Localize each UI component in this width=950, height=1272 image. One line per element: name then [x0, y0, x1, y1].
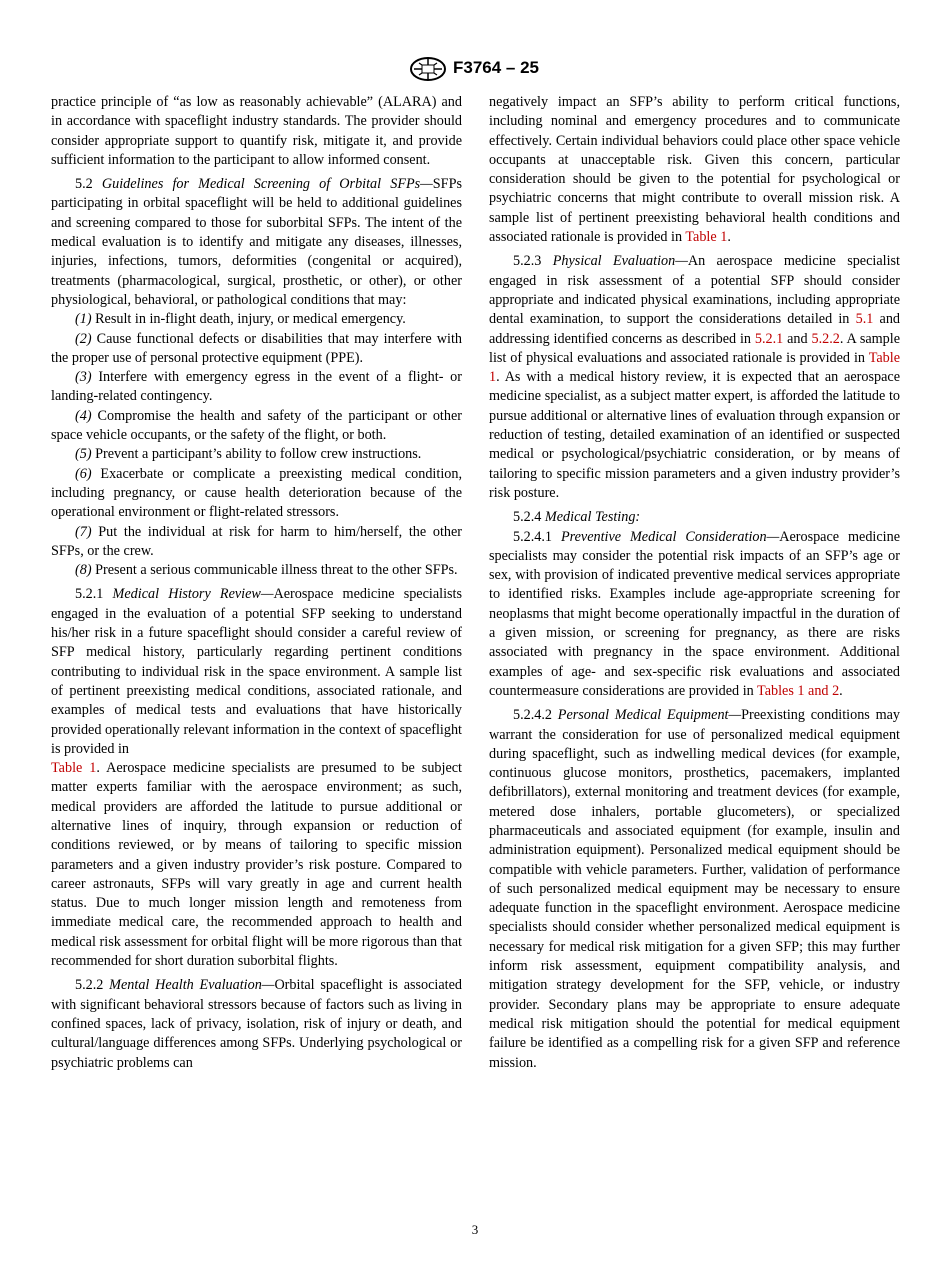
section-5-2-2-link[interactable]: 5.2.2 [811, 330, 840, 347]
section-5-2-4-2: 5.2.4.2 Personal Medical Equipment—Preexisting conditions may warrant the consideration for use of personalized medical equipment during spaceflight, such as indwelling medical devices (for example, continuous glucose monitors, prosthetics, pacemakers, implanted defibrillators), external monitoring and treatment devices (for example, metered dose inhalers, portable glucometers), or specialized pharmaceuticals and associated equipment (for example, insulin and administration equipment). Personalized medical equipment should be compatible with vehicle parameters. Further, validation of performance of such personalized medical equipment may be necessary to ensure adequate function in the spaceflight environment. Aerospace medicine specialists should consider whether personalized medical equipment is necessary for medical risk mitigation for a given SFP; this may further inform risk assessment, equipment compatibility analysis, and mitigation strategy development for the SFP, vehicle, or industry provider. Secondary plans may be appropriate to ensure adequate medical risk mitigation should the potential for medical equipment failure be identified as a compelling risk for a given SFP and reference mission. [489, 707, 901, 1071]
list-item: (7) Put the individual at risk for harm to him/herself, the other SFPs, or the crew. [51, 523, 463, 559]
list-item: (8) Present a serious communicable illness threat to the other SFPs. [75, 562, 458, 579]
section-5-1-link[interactable]: 5.1 [855, 311, 874, 328]
section-5-2-2: 5.2.2 Mental Health Evaluation—Orbital spaceflight is associated with significant behavioral stressors because of factors such as living in confined spaces, lack of privacy, isolation, risk of injury or death, and cultural/language differences among SFPs. Underlying psychological or psychiatric problems can [51, 977, 462, 1071]
paragraph: negatively impact an SFP’s ability to perform critical functions, including nominal and emergency procedures and to communicate effectively. Certain individual behaviors could place other space vehicle occupants at unacceptable risk. Given this concern, particular consideration should be given to the potential for psychological or psychiatric concerns that might contribute to overall mission risk. A sample list of pertinent preexisting behavioral health conditions and associated rationale is provided in Table 1. [489, 94, 900, 246]
paragraph: practice principle of “as low as reasonably achievable” (ALARA) and in accordance with spaceflight industry standards. The provider should consider appropriate support to quantify risk, mitigate it, and provide sufficient information to the participant to allow informed consent. [51, 94, 462, 168]
list-item: (3) Interfere with emergency egress in the event of a flight- or landing-related contingency. [51, 369, 463, 405]
section-title: Guidelines for Medical Screening of Orbital SFPs— [101, 176, 433, 193]
section-title: Physical Evaluation— [552, 253, 688, 270]
section-5-2-1-link[interactable]: 5.2.1 [754, 330, 784, 347]
section-5-2-4-1: 5.2.4.1 Preventive Medical Consideration—Aerospace medicine specialists may consider the potential risk impacts of an SFP’s age or sex, with provision of indicated preventive medical services appropriate to identified risks. Examples include age-appropriate screening for neoplasms that might become operationally impactful in the duration of a given mission, or screening for pregnancy, as there are risks associated with pregnancy in the space environment. Additional examples of age- and sex-specific risk evaluations and associated countermeasure considerations are provided in Tables 1 and 2. [489, 528, 900, 699]
astm-logo-icon [408, 56, 448, 82]
page-header [0, 56, 950, 84]
list-item: (1) Result in in-flight death, injury, or medical emergency. [75, 311, 406, 328]
page-number: 3 [471, 1222, 479, 1237]
section-5-2-4: 5.2.4 Medical Testing: [513, 509, 641, 526]
section-title: Mental Health Evaluation— [109, 977, 275, 994]
document-designation: F3764 – 25 [453, 58, 540, 77]
list-item: (2) Cause functional defects or disabilities that may interfere with the proper use of personal protective equipment (PPE). [51, 330, 462, 366]
section-title: Personal Medical Equipment— [557, 707, 742, 724]
list-item: (5) Prevent a participant’s ability to follow crew instructions. [75, 446, 422, 463]
table-1-link[interactable]: Table 1 [51, 760, 97, 777]
section-5-2-1: 5.2.1 Medical History Review—Aerospace medicine specialists engaged in the evaluation of a potential SFP seeking to understand his/her risk in a future spaceflight should consider a careful review of SFP medical history, particularly regarding pertinent conditions contributing to individual risk in the space environment. A sample list of pertinent preexisting medical conditions, associated rationale, and examples of medical tests and evaluations that have historically provided operationally relevant information in the context of spaceflight is provided in Table 1. Aerospace medicine specialists are presumed to be subject matter experts familiar with the aerospace environment; as such, medical providers are afforded the latitude to pursue additional or alternative lines of inquiry, through expansion or reduction of conditions reviewed, or by means of tailoring to specific mission parameters and a given industry provider’s risk posture. Compared to career astronauts, SFPs will vary greatly in age and current health status. Due to much longer mission length and remoteness from immediate medical care, the recommended approach to health and medical risk assessment for orbital flight will be more rigorous than that recommended for short duration suborbital flights. [51, 586, 463, 970]
table-1-link[interactable]: Table 1 [685, 229, 728, 246]
section-5-2-3: 5.2.3 Physical Evaluation—An aerospace medicine specialist engaged in risk assessment of a potential SFP should consider appropriate and indicated physical examinations, including appropriate dental examination, to support the considerations detailed in 5.1 and addressing identified concerns as described in 5.2.1 and 5.2.2. A sample list of physical evaluations and associated rationale is provided in Table 1. As with a medical history review, it is expected that an aerospace medicine specialist, as a subject matter expert, is afforded the latitude to pursue additional or alternative lines of evaluation through expansion or reduction of testing, detailed examination of an identified or suspected medical or psychological/psychiatric consideration, or by means of tailoring to specific mission parameters and a given industry provider’s risk posture. [489, 253, 901, 501]
table-1-link[interactable]: Table 1 [489, 349, 900, 386]
right-column [489, 93, 900, 1078]
section-title: Preventive Medical Consideration— [560, 528, 780, 545]
tables-1-and-2-link[interactable]: Tables 1 and 2 [757, 682, 840, 699]
list-item: (4) Compromise the health and safety of the participant or other space vehicle occupants, or the safety of the flight, or both. [51, 407, 462, 444]
section-title: Medical Testing: [544, 509, 641, 526]
left-column [51, 93, 462, 1078]
section-title: Medical History Review— [112, 586, 274, 603]
list-item: (6) Exacerbate or complicate a preexisting medical condition, including pregnancy, or cause health deterioration because of the operational environment or flight-related stressors. [51, 465, 462, 521]
section-5-2: 5.2 Guidelines for Medical Screening of Orbital SFPs—SFPs participating in orbital spaceflight will be held to additional guidelines and screening compared to those for suborbital SFPs. The intent of the medical evaluation is to identify and mitigate any diseases, illnesses, injuries, infections, tumors, deformities (congenital or acquired), treatments (pharmacological, surgical, prosthetic, or other), or other physiological, behavioral, or pathological conditions that may: [51, 176, 462, 308]
